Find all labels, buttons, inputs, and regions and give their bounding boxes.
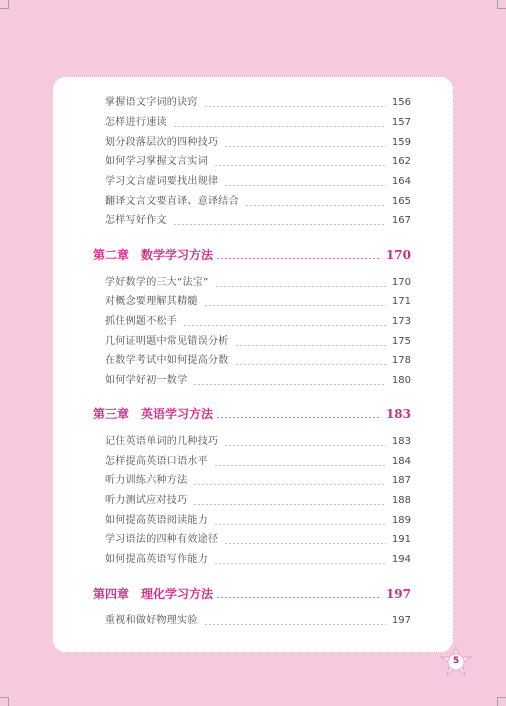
toc-entry[interactable] [105,212,411,228]
toc-entry[interactable] [105,512,411,528]
toc-entry[interactable] [105,313,411,329]
toc-entry-title: 学习文言虚词要找出规律 [105,176,219,187]
toc-entry[interactable] [105,293,411,309]
chapter-title: 数学学习方法 [141,248,214,262]
leader-dots [214,465,386,466]
toc-entry[interactable] [105,153,411,169]
toc-entry[interactable] [105,453,411,469]
toc-entry-page: 171 [391,296,411,307]
leader-dots [214,165,386,166]
chapter-number: 第四章 [93,587,130,601]
toc-entry-page: 159 [391,137,411,148]
leader-dots [245,205,386,206]
toc-entry-title: 几何证明题中常见错误分析 [105,336,229,347]
toc-entry-title: 怎样写好作文 [105,215,167,226]
chapter-page: 170 [385,248,411,262]
toc-entry-title: 怎样进行速读 [105,117,167,128]
toc-entry[interactable] [105,372,411,388]
toc-entry[interactable] [105,173,411,189]
crop-mark-top-right [497,0,506,9]
leader-dots [193,384,386,385]
crop-mark-bottom-left [0,697,9,706]
toc-entry-title: 重视和做好物理实验 [105,615,198,626]
toc-entry-page: 184 [391,456,411,467]
toc-entry-title: 记住英语单词的几种技巧 [105,436,219,447]
leader-dots [173,224,386,225]
chapter-heading-3[interactable] [93,403,411,423]
toc-entry-page: 197 [391,615,411,626]
toc-entry-page: 173 [391,316,411,327]
toc-entry-page: 180 [391,375,411,386]
leader-dots [214,563,386,564]
leader-dots [235,364,386,365]
leader-dots [215,286,386,287]
toc-entry-page: 164 [391,176,411,187]
toc-entry[interactable] [105,193,411,209]
leader-dots [193,504,386,505]
toc-entry-page: 189 [391,515,411,526]
leader-dots [224,445,386,446]
toc-entry[interactable] [105,333,411,349]
toc-entry[interactable] [105,492,411,508]
toc-entry-title: 学好数学的三大“法宝” [105,277,209,288]
chapter-number: 第三章 [93,407,130,421]
toc-entry[interactable] [105,94,411,110]
toc-entry-page: 175 [391,336,411,347]
toc-entry-page: 183 [391,436,411,447]
leader-dots [214,524,386,525]
toc-entry-title: 听力训练六种方法 [105,475,188,486]
toc-entry-title: 对概念要理解其精髓 [105,296,198,307]
toc-entry[interactable] [105,612,411,628]
leader-dots [204,305,386,306]
chapter-heading-2[interactable] [93,244,411,264]
crop-mark-top-left [0,0,9,9]
toc-entry-title: 抓住例题不松手 [105,316,178,327]
chapter-number: 第二章 [93,248,130,262]
page-number-badge [438,646,474,678]
chapter-page: 183 [385,407,411,421]
leader-dots [224,146,386,147]
toc-entry-title: 学习语法的四种有效途径 [105,534,219,545]
toc-entry-page: 156 [391,97,411,108]
leader-dots [204,624,386,625]
toc-entry[interactable] [105,352,411,368]
toc-entry-title: 如何学习掌握文言实词 [105,156,208,167]
leader-dots [204,106,386,107]
leader-dots [216,258,381,259]
chapter-page: 197 [385,587,411,601]
toc-entry-page: 191 [391,534,411,545]
leader-dots [183,325,386,326]
toc-entry-page: 165 [391,196,411,207]
chapter-title: 理化学习方法 [141,587,214,601]
toc-entry-title: 在数学考试中如何提高分数 [105,355,229,366]
toc-entry-title: 掌握语文字词的诀窍 [105,97,198,108]
leader-dots [216,597,381,598]
toc-entry-page: 167 [391,215,411,226]
toc-entry-title: 如何提高英语阅读能力 [105,515,208,526]
leader-dots [224,185,386,186]
chapter-heading-4[interactable] [93,583,411,603]
leader-dots [216,417,381,418]
toc-entry-title: 如何学好初一数学 [105,375,188,386]
toc-entry-title: 划分段落层次的四种技巧 [105,137,219,148]
toc-entry-title: 如何提高英语写作能力 [105,554,208,565]
toc-entry-page: 188 [391,495,411,506]
crop-mark-bottom-right [497,697,506,706]
chapter-title: 英语学习方法 [141,407,214,421]
leader-dots [173,126,386,127]
toc-entry-page: 170 [391,277,411,288]
toc-entry-title: 怎样提高英语口语水平 [105,456,208,467]
toc-entry[interactable] [105,551,411,567]
toc-entry-page: 194 [391,554,411,565]
leader-dots [193,484,386,485]
toc-entry[interactable] [105,433,411,449]
toc-entry-page: 162 [391,156,411,167]
toc-entry-title: 听力测试应对技巧 [105,495,188,506]
leader-dots [224,543,386,544]
toc-entry-page: 178 [391,355,411,366]
toc-entry[interactable] [105,134,411,150]
page-number: 5 [452,656,460,666]
toc-entry[interactable] [105,274,411,290]
toc-entry[interactable] [105,531,411,547]
toc-entry[interactable] [105,114,411,130]
toc-entry-page: 157 [391,117,411,128]
toc-entry-page: 187 [391,475,411,486]
leader-dots [235,345,386,346]
toc-entry-title: 翻译文言文要直译、意译结合 [105,196,239,207]
toc-entry[interactable] [105,472,411,488]
